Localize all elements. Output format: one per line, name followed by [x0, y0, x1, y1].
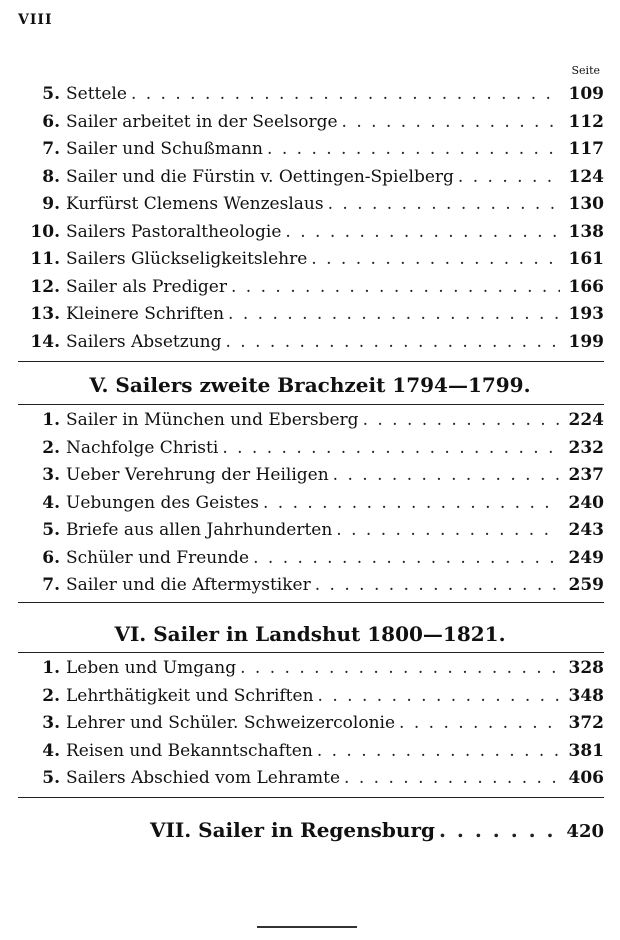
entry-number: 4.	[42, 492, 60, 513]
entry-title: Sailer und die Fürstin v. Oettingen-Spielberg	[66, 166, 454, 187]
entry-title: Schüler und Freunde	[66, 547, 250, 568]
entry-number: 9.	[42, 194, 60, 214]
entry-title: Lehrthätigkeit und Schriften	[66, 685, 314, 706]
toc-entry	[18, 167, 604, 195]
entry-title: Uebungen des Geistes	[66, 492, 259, 513]
leader-dots	[285, 222, 560, 242]
toc-entry	[18, 222, 604, 250]
toc-entry	[18, 112, 604, 140]
divider-rule	[18, 361, 604, 362]
leader-dots	[228, 304, 560, 324]
leader-dots	[317, 741, 560, 761]
entry-page: 406	[568, 768, 604, 788]
entry-number: 7.	[42, 575, 60, 595]
leader-dots	[253, 548, 560, 568]
leader-dots	[225, 332, 560, 352]
toc-entry	[18, 410, 604, 438]
entry-title: Sailers Abschied vom Lehramte	[66, 768, 341, 788]
entry-number: 4.	[42, 740, 60, 761]
entry-page: 117	[568, 139, 604, 159]
toc-entry	[18, 332, 604, 360]
leader-dots	[458, 167, 560, 187]
entry-title: Sailers Absetzung	[66, 331, 222, 352]
entry-page: 224	[568, 410, 604, 430]
entry-page: 130	[568, 194, 604, 214]
leader-dots	[333, 465, 560, 485]
entry-title: Nachfolge Christi	[66, 437, 219, 458]
entry-number: 13.	[30, 304, 60, 324]
entry-number: 3.	[42, 465, 60, 485]
entry-page: 243	[568, 520, 604, 540]
leader-dots	[311, 249, 560, 269]
section-v-heading: V. Sailers zweite Brachzeit 1794—1799.	[89, 373, 531, 397]
leader-dots	[131, 84, 560, 104]
entry-page: 124	[568, 166, 604, 187]
entry-page: 372	[568, 713, 604, 733]
leader-dots	[336, 520, 560, 540]
entry-number: 12.	[30, 276, 60, 297]
entry-title: Kleinere Schriften	[66, 304, 225, 324]
leader-dots	[222, 438, 560, 458]
leader-dots	[267, 139, 560, 159]
entry-title: Sailer in München und Ebersberg	[66, 410, 359, 430]
entry-page: 381	[568, 740, 604, 761]
entry-page: 193	[568, 304, 604, 324]
entry-number: 3.	[42, 713, 60, 733]
toc-entry	[18, 686, 604, 714]
toc-entry	[18, 84, 604, 112]
toc-entry	[18, 548, 604, 576]
entry-page: 328	[568, 658, 604, 678]
entry-number: 2.	[42, 437, 60, 458]
leader-dots	[328, 194, 560, 214]
divider-rule	[18, 404, 604, 405]
entry-page: 240	[568, 492, 604, 513]
section-vi-entries	[18, 658, 604, 796]
entry-page: 166	[568, 276, 604, 297]
toc-entry	[18, 249, 604, 277]
leader-dots	[399, 713, 560, 733]
entry-number: 1.	[42, 410, 60, 430]
toc-entry	[18, 493, 604, 521]
entry-number: 5.	[42, 768, 60, 788]
entry-number: 7.	[42, 139, 60, 159]
toc-entry	[18, 713, 604, 741]
entry-number: 10.	[30, 221, 60, 242]
entry-title: Briefe aus allen Jahrhunderten	[66, 520, 333, 540]
entry-title: Lehrer und Schüler. Schweizercolonie	[66, 713, 396, 733]
entry-page: 348	[568, 685, 604, 706]
divider-rule	[18, 602, 604, 603]
entry-title: Sailer arbeitet in der Seelsorge	[66, 111, 338, 132]
entry-number: 11.	[30, 249, 60, 269]
entry-number: 5.	[42, 520, 60, 540]
entry-title: Sailer und Schußmann	[66, 139, 264, 159]
entry-title: Kurfürst Clemens Wenzeslaus	[66, 194, 324, 214]
entry-page: 420	[566, 821, 604, 842]
entry-title: Reisen und Bekanntschaften	[66, 740, 313, 761]
leader-dots	[231, 277, 560, 297]
entry-page: 232	[568, 437, 604, 458]
entry-number: 6.	[42, 547, 60, 568]
toc-entry	[18, 575, 604, 603]
toc-entry	[18, 139, 604, 167]
entry-number: 6.	[42, 111, 60, 132]
toc-entry	[18, 304, 604, 332]
entry-page: 199	[568, 331, 604, 352]
entry-number: 5.	[42, 84, 60, 104]
entry-title: Settele	[66, 84, 127, 104]
section-iv-entries	[18, 84, 604, 359]
toc-entry	[18, 741, 604, 769]
entry-page: 161	[568, 249, 604, 269]
toc-entry	[18, 658, 604, 686]
entry-title: Sailer als Prediger	[66, 276, 227, 297]
entry-number: 1.	[42, 658, 60, 678]
section-v-entries	[18, 410, 604, 603]
toc-entry	[18, 768, 604, 796]
entry-title: Sailer und die Aftermystiker	[66, 575, 311, 595]
leader-dots	[363, 410, 560, 430]
leader-dots	[318, 686, 560, 706]
toc-entry	[18, 438, 604, 466]
page-number: VIII	[18, 12, 53, 28]
column-header-seite: Seite	[571, 64, 600, 77]
leader-dots	[240, 658, 560, 678]
entry-page: 259	[568, 575, 604, 595]
entry-number: 8.	[42, 166, 60, 187]
toc-entry	[18, 194, 604, 222]
leader-dots	[315, 575, 560, 595]
leader-dots	[344, 768, 560, 788]
end-ornament	[257, 926, 357, 928]
entry-title: Ueber Verehrung der Heiligen	[66, 465, 329, 485]
divider-rule	[18, 797, 604, 798]
entry-page: 138	[568, 221, 604, 242]
entry-number: 2.	[42, 685, 60, 706]
entry-page: 249	[568, 547, 604, 568]
toc-entry	[18, 465, 604, 493]
leader-dots	[263, 493, 560, 513]
entry-title: Leben und Umgang	[66, 658, 237, 678]
leader-dots	[439, 818, 560, 842]
entry-page: 112	[568, 111, 604, 132]
toc-entry	[18, 277, 604, 305]
entry-number: 14.	[30, 331, 60, 352]
entry-title: Sailers Glückseligkeitslehre	[66, 249, 308, 269]
divider-rule	[18, 652, 604, 653]
section-vi-heading: VI. Sailer in Landshut 1800—1821.	[114, 622, 506, 646]
toc-entry	[18, 520, 604, 548]
section-vii-heading: VII. Sailer in Regensburg	[150, 818, 435, 842]
entry-page: 109	[568, 84, 604, 104]
entry-page: 237	[568, 465, 604, 485]
entry-title: Sailers Pastoraltheologie	[66, 221, 282, 242]
leader-dots	[342, 112, 560, 132]
section-vii-entry	[150, 818, 604, 842]
